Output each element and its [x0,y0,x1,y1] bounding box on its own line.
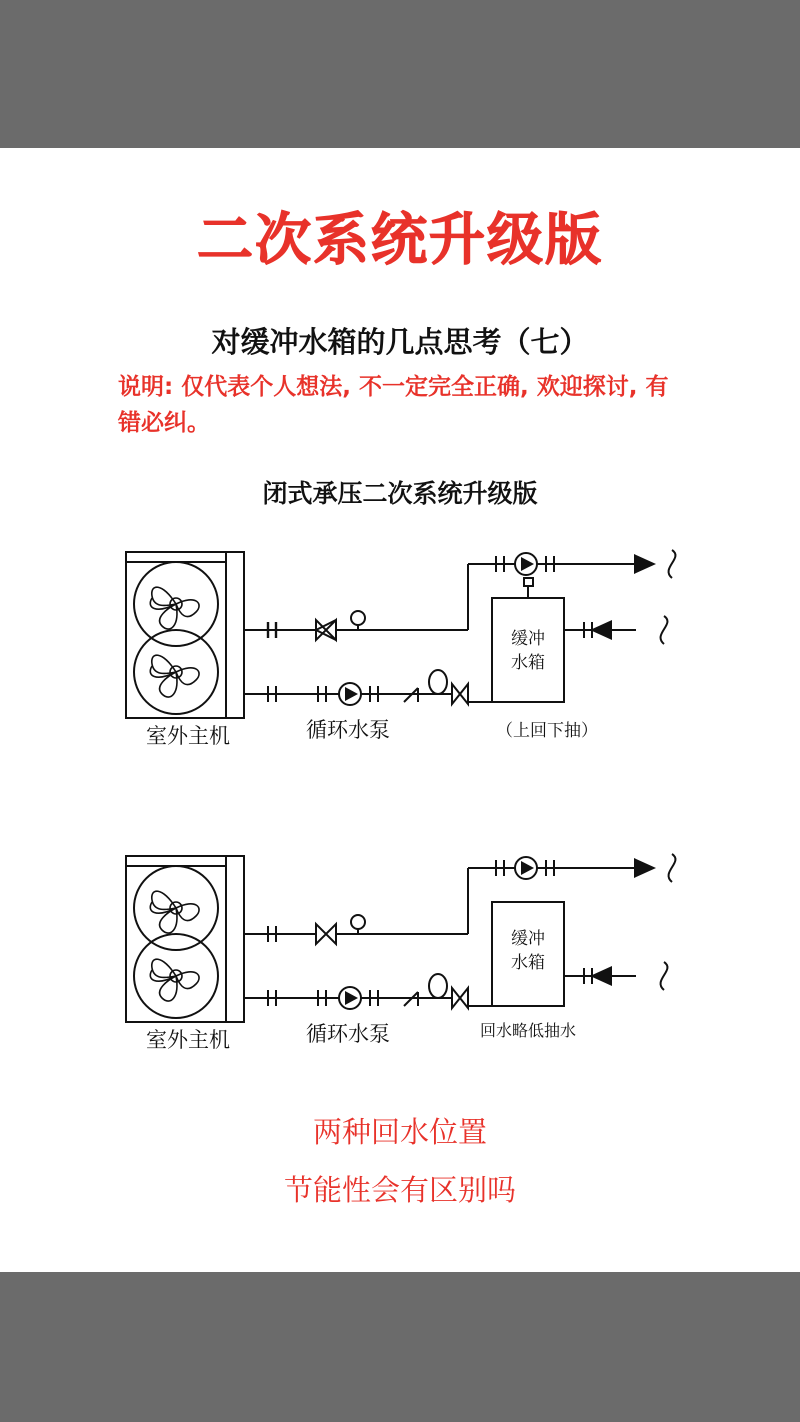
content-area [0,148,800,1272]
bottom-letterbox-band [0,1272,800,1422]
top-letterbox-band [0,0,800,148]
label-outdoor-unit-bottom: 室外主机 [146,1028,230,1052]
label-circulation-pump-top: 循环水泵 [306,718,390,742]
footer-question-line-1: 两种回水位置 [312,1115,487,1149]
label-circulation-pump-bottom: 循环水泵 [306,1022,390,1046]
schematic-diagram-bottom [0,838,800,1128]
section-title: 闭式承压二次系统升级版 [262,479,538,508]
page-subtitle: 对缓冲水箱的几点思考（七） [211,325,589,359]
label-outdoor-unit-top: 室外主机 [146,724,230,748]
schematic-diagram-top [0,534,800,824]
label-tank-note-top: （上回下抽） [496,721,598,741]
disclaimer-note: 说明: 仅代表个人想法, 不一定完全正确, 欢迎探讨, 有错必纠。 [118,374,669,436]
page-title: 二次系统升级版 [197,208,603,273]
label-buffer-tank-bottom-line2: 水箱 [511,953,545,973]
footer-question-line-2: 节能性会有区别吗 [283,1173,516,1207]
label-buffer-tank-top-line1: 缓冲 [511,629,545,649]
schematic-svg-bottom [0,838,800,1128]
label-buffer-tank-bottom-line1: 缓冲 [511,929,545,949]
schematic-svg-top [0,534,800,824]
label-buffer-tank-top-line2: 水箱 [511,653,545,673]
label-tank-note-bottom: 回水略低抽水 [480,1021,577,1040]
